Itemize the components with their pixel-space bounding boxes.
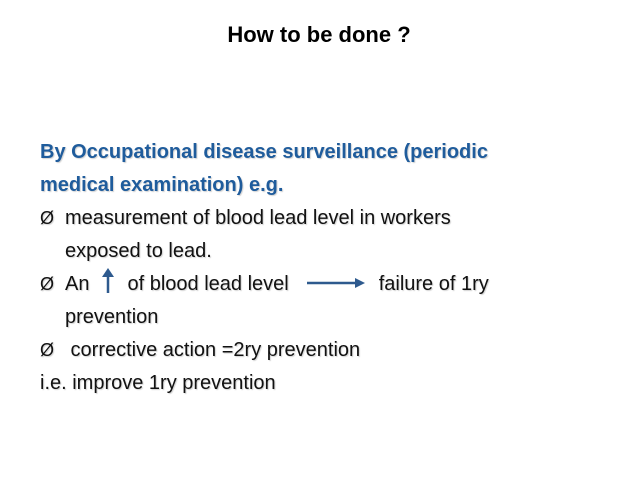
bullet-1-text: measurement of blood lead level in workers xyxy=(65,207,451,229)
bullet-1-line-2: exposed to lead. xyxy=(65,240,212,262)
bullet-2-part-1: An xyxy=(65,273,90,295)
slide-body xyxy=(40,136,625,400)
bullet-arrowhead-icon: Ø xyxy=(40,208,55,228)
arrow-right-icon xyxy=(307,276,365,290)
intro-line-1: By Occupational disease surveillance (periodic xyxy=(40,141,488,163)
bullet-2-part-2: of blood lead level xyxy=(127,273,289,295)
intro-line-2: medical examination) e.g. xyxy=(40,174,284,196)
bullet-2-line-2: prevention xyxy=(65,306,159,328)
bullet-1-line-1 xyxy=(40,202,625,235)
bullet-arrowhead-icon: Ø xyxy=(40,340,55,360)
slide-title: How to be done ? xyxy=(227,22,411,47)
bullet-2-part-3: failure of 1ry xyxy=(378,273,489,295)
closing-line: i.e. improve 1ry prevention xyxy=(40,372,276,394)
bullet-3-text: corrective action =2ry prevention xyxy=(65,339,361,361)
bullet-3-line-1 xyxy=(40,334,625,367)
bullet-2-line-1 xyxy=(40,268,625,301)
arrow-up-icon xyxy=(97,268,119,294)
bullet-arrowhead-icon: Ø xyxy=(40,274,55,294)
